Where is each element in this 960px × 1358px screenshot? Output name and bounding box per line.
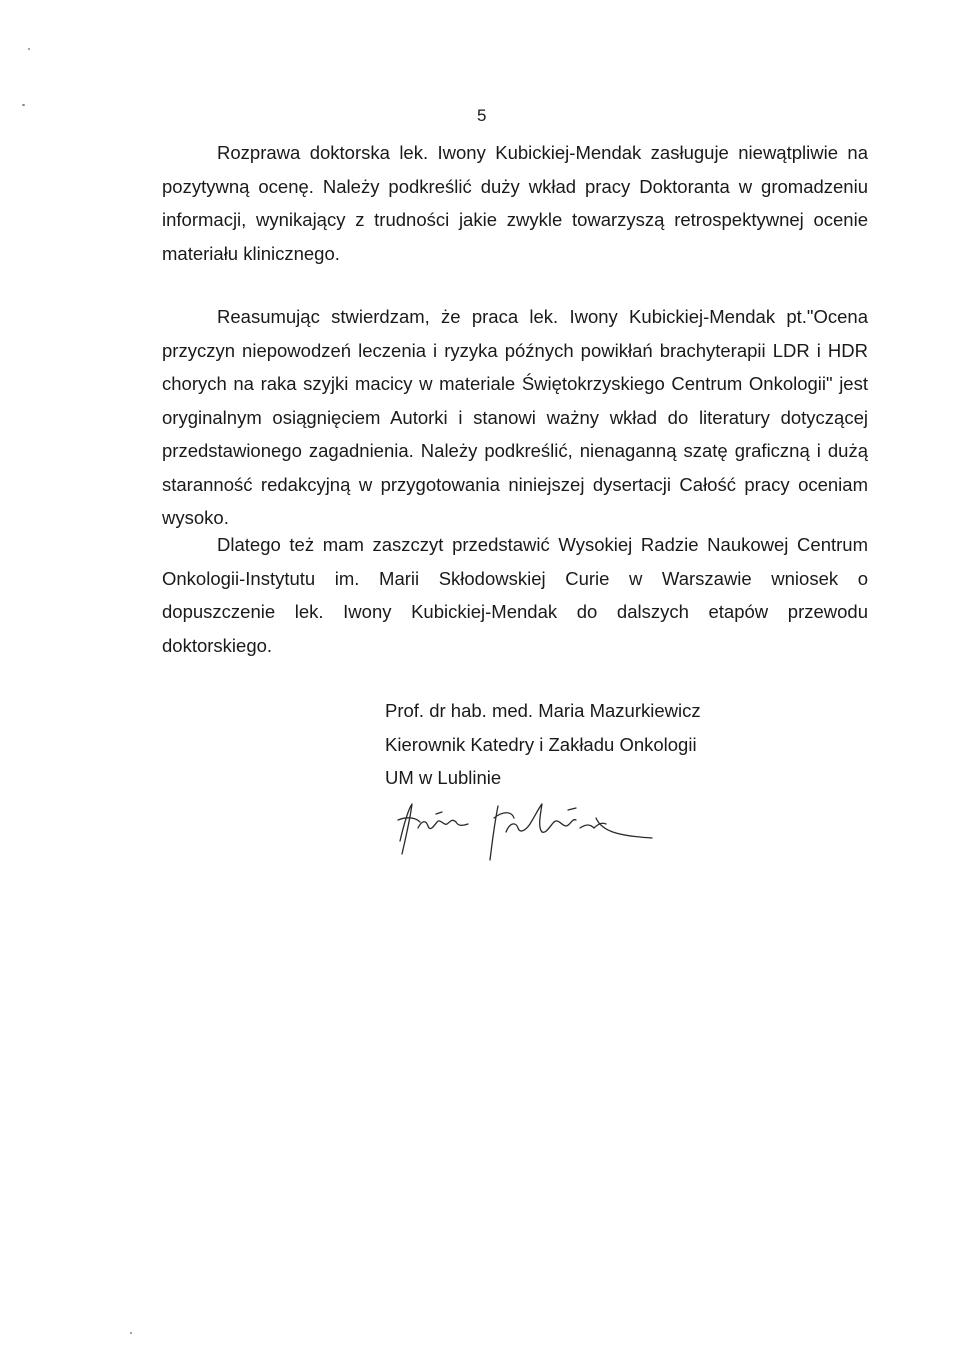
handwritten-signature — [390, 796, 660, 866]
scan-speck — [130, 1332, 132, 1334]
paragraph-summary: Reasumując stwierdzam, że praca lek. Iwony Kubickiej-Mendak pt."Ocena przyczyn niepowodzeń leczenia i ryzyka późnych powikłań brachyterapii LDR i HDR chorych na raka szyjki macicy w materiale Świętokrzyskiego Centrum Onkologii" jest oryginalnym osiągnięciem Autorki i stanowi ważny wkład do literatury dotyczącej przedstawionego zagadnienia. Należy podkreślić, nienaganną szatę graficzną i dużą staranność redakcyjną w przygotowania niniejszej dysertacji Całość pracy oceniam wysoko. — [162, 306, 868, 528]
scan-speck — [28, 48, 30, 50]
scan-speck — [22, 104, 25, 106]
signature-block — [385, 694, 701, 795]
signatory-institution: UM w Lublinie — [385, 767, 502, 788]
signatory-name: Prof. dr hab. med. Maria Mazurkiewicz — [385, 700, 701, 721]
paragraph-motion: Dlatego też mam zaszczyt przedstawić Wysokiej Radzie Naukowej Centrum Onkologii-Instytutu im. Marii Skłodowskiej Curie w Warszawie wniosek o dopuszczenie lek. Iwony Kubickiej-Mendak do dalszych etapów przewodu doktorskiego. — [162, 534, 868, 656]
signatory-position: Kierownik Katedry i Zakładu Onkologii — [385, 733, 697, 755]
page-number: 5 — [477, 106, 487, 125]
paragraph-assessment: Rozprawa doktorska lek. Iwony Kubickiej-Mendak zasługuje niewątpliwie na pozytywną ocenę. Należy podkreślić duży wkład pracy Doktoranta w gromadzeniu informacji, wynikający z trudności jakie zwykle towarzyszą retrospektywnej ocenie materiału klinicznego. — [162, 142, 868, 264]
